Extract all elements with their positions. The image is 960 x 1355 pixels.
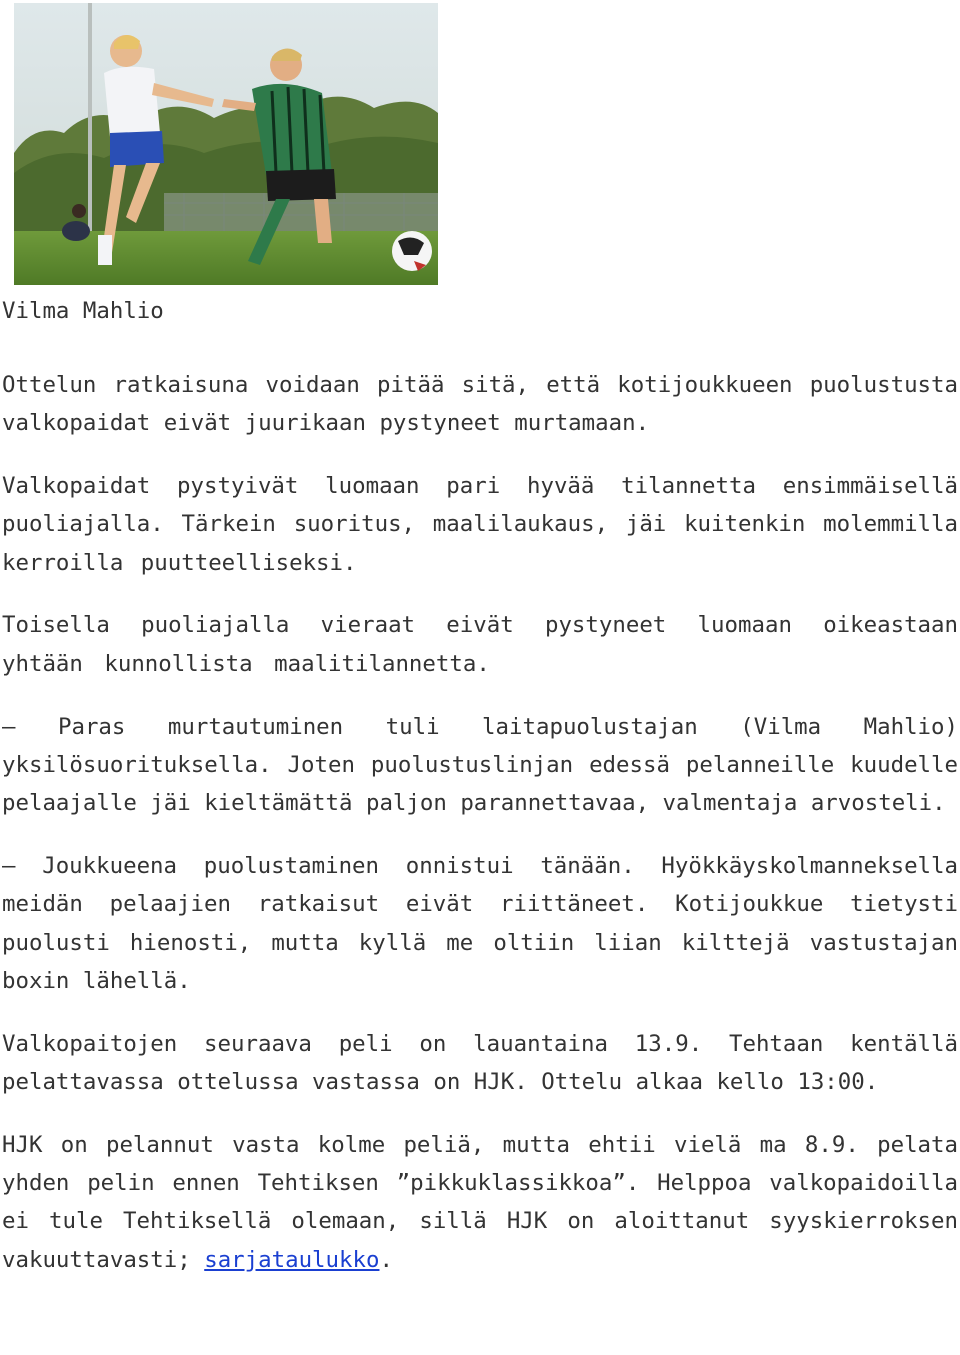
last-paragraph-trailing: . (379, 1246, 393, 1273)
article-paragraph: Ottelun ratkaisuna voidaan pitää sitä, että kotijoukkueen puolustusta valkopaidat eivät juurikaan pystyneet murtamaan. (2, 372, 958, 437)
last-paragraph-text: HJK on pelannut vasta kolme peliä, mutta ehtii vielä ma 8.9. pelata yhden pelin ennen Tehtiksen ”pikkuklassikkoa”. Helppoa valkopaidoilla ei tule Tehtiksellä olemaan, sillä HJK on aloittanut syyskierroksen vakuuttavasti; (2, 1131, 958, 1273)
article-paragraph: – Paras murtautuminen tuli laitapuolustajan (Vilma Mahlio) yksilösuorituksella. Joten puolustuslinjan edessä pelanneille kuudelle pelaajalle jäi kieltämättä paljon parannettavaa, valmentaja arvosteli. (2, 713, 958, 817)
photo-caption: Vilma Mahlio (2, 298, 164, 324)
article-paragraph-last (2, 1126, 958, 1279)
article-paragraph: Toisella puoliajalla vieraat eivät pystyneet luomaan oikeastaan yhtään kunnollista maalitilannetta. (2, 612, 958, 677)
article-paragraph: Valkopaidat pystyivät luomaan pari hyvää tilannetta ensimmäisellä puoliajalla. Tärkein suoritus, maalilaukaus, jäi kuitenkin molemmilla kerroilla puutteelliseksi. (2, 473, 958, 576)
article-paragraph: Valkopaitojen seuraava peli on lauantaina 13.9. Tehtaan kentällä pelattavassa ottelussa vastassa on HJK. Ottelu alkaa kello 13:00. (2, 1030, 958, 1095)
article-body (2, 366, 958, 1303)
match-photo (14, 3, 438, 285)
article-paragraph: – Joukkueena puolustaminen onnistui tänään. Hyökkäyskolmanneksella meidän pelaajien ratkaisut eivät riittäneet. Kotijoukkue tietysti puolusti hienosti, mutta kyllä me oltiin liian kilttejä vastustajan boxin lähellä. (2, 852, 958, 994)
match-photo-image (14, 3, 438, 285)
standings-link[interactable]: sarjataulukko (204, 1246, 380, 1273)
